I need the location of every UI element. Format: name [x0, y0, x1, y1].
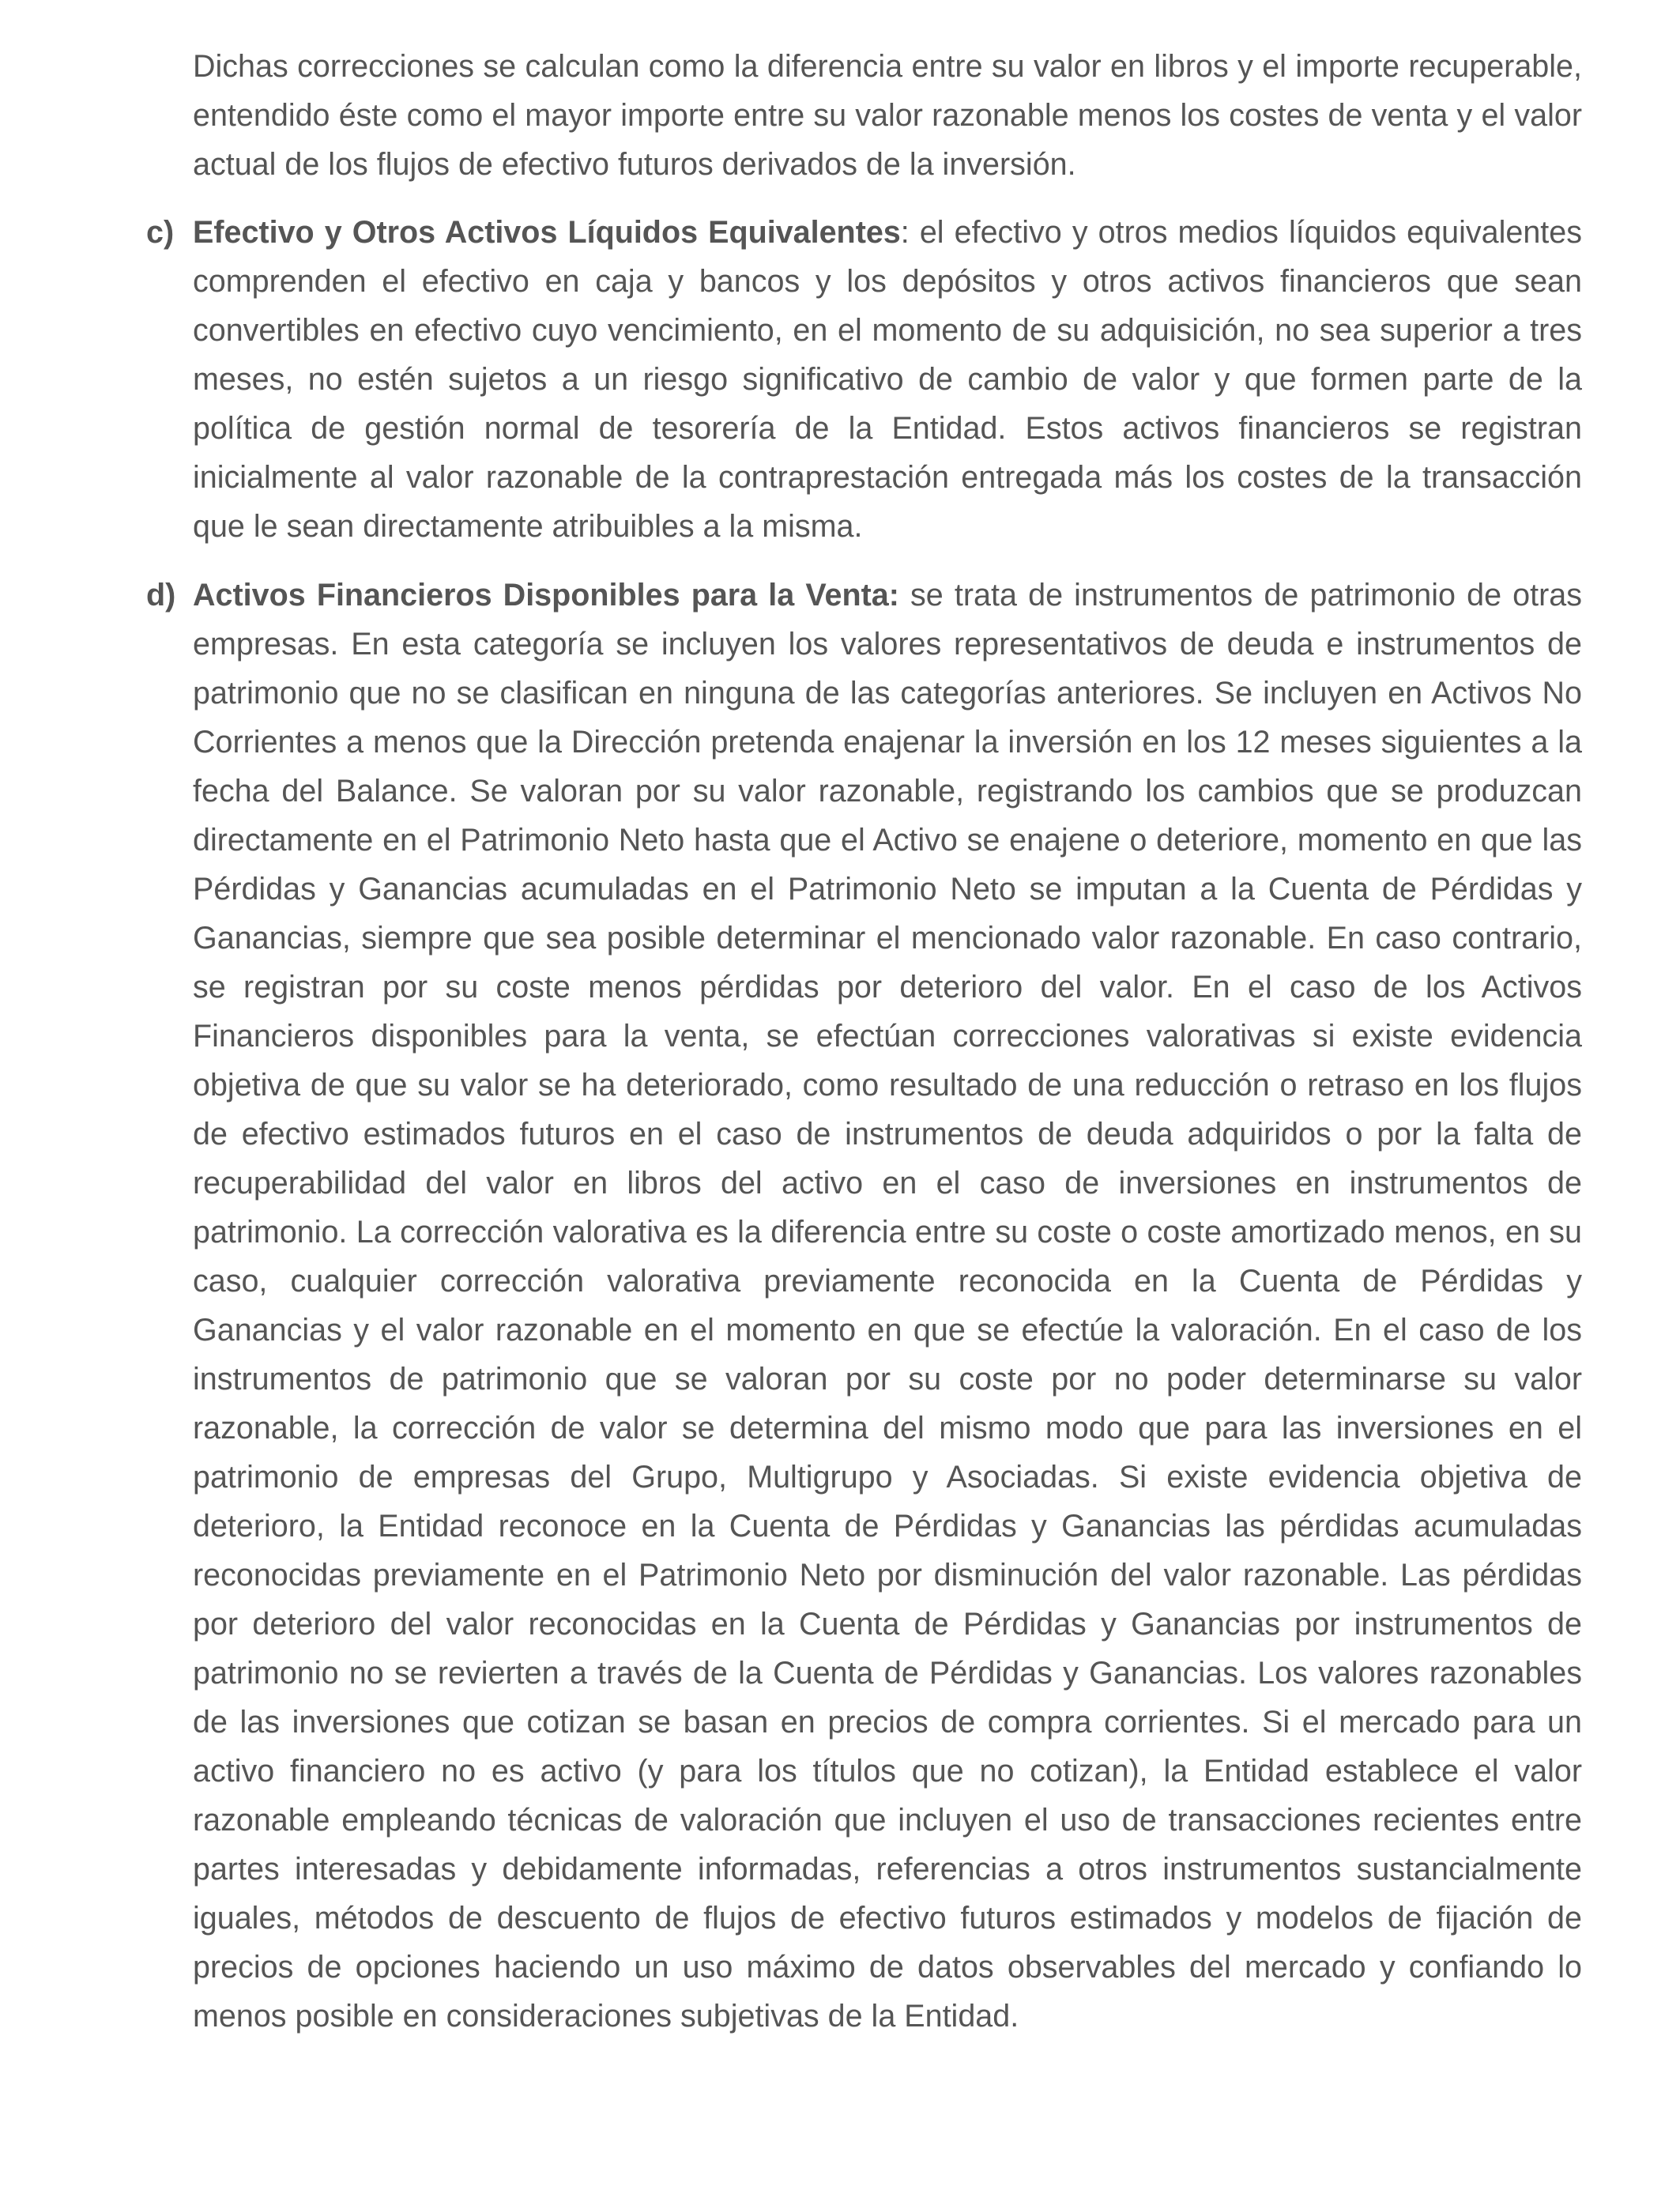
- list-item-c-heading: Efectivo y Otros Activos Líquidos Equivalentes: [193, 215, 901, 250]
- list-item-d-paragraph: [193, 571, 1582, 2041]
- list-item-letter-c: c): [146, 215, 175, 250]
- list-item-d-heading: Activos Financieros Disponibles para la Venta:: [193, 578, 899, 613]
- list-item-c-body: el efectivo y otros medios líquidos equivalentes comprenden el efectivo en caja y bancos y los depósitos y otros activos financieros que sean convertibles en efectivo cuyo vencimiento, en el momento de su adquisición, no sea superior a tres meses, no estén sujetos a un riesgo significativo de cambio de valor y que formen parte de la política de gestión normal de tesorería de la Entidad. Estos activos financieros se registran inicialmente al valor razonable de la contraprestación entregada más los costes de la transacción que le sean directamente atribuibles a la misma.: [193, 215, 1582, 544]
- list-item-d-body: se trata de instrumentos de patrimonio de otras empresas. En esta categoría se incluyen los valores representativos de deuda e instrumentos de patrimonio que no se clasifican en ninguna de las categorías anteriores. Se incluyen en Activos No Corrientes a menos que la Dirección pretenda enajenar la inversión en los 12 meses siguientes a la fecha del Balance. Se valoran por su valor razonable, registrando los cambios que se produzcan directamente en el Patrimonio Neto hasta que el Activo se enajene o deteriore, momento en que las Pérdidas y Ganancias acumuladas en el Patrimonio Neto se imputan a la Cuenta de Pérdidas y Ganancias, siempre que sea posible determinar el mencionado valor razonable. En caso contrario, se registran por su coste menos pérdidas por deterioro del valor. En el caso de los Activos Financieros disponibles para la venta, se efectúan correcciones valorativas si existe evidencia objetiva de que su valor se ha deteriorado, como resultado de una reducción o retraso en los flujos de efectivo estimados futuros en el caso de instrumentos de deuda adquiridos o por la falta de recuperabilidad del valor en libros del activo en el caso de inversiones en instrumentos de patrimonio. La corrección valorativa es la diferencia entre su coste o coste amortizado menos, en su caso, cualquier corrección valorativa previamente reconocida en la Cuenta de Pérdidas y Ganancias y el valor razonable en el momento en que se efectúe la valoración. En el caso de los instrumentos de patrimonio que se valoran por su coste por no poder determinarse su valor razonable, la corrección de valor se determina del mismo modo que para las inversiones en el patrimonio de empresas del Grupo, Multigrupo y Asociadas. Si existe evidencia objetiva de deterioro, la Entidad reconoce en la Cuenta de Pérdidas y Ganancias las pérdidas acumuladas reconocidas previamente en el Patrimonio Neto por disminución del valor razonable. Las pérdidas por deterioro del valor reconocidas en la Cuenta de Pérdidas y Ganancias por instrumentos de patrimonio no se revierten a través de la Cuenta de Pérdidas y Ganancias. Los valores razonables de las inversiones que cotizan se basan en precios de compra corrientes. Si el mercado para un activo financiero no es activo (y para los títulos que no cotizan), la Entidad establece el valor razonable empleando técnicas de valoración que incluyen el uso de transacciones recientes entre partes interesadas y debidamente informadas, referencias a otros instrumentos sustancialmente iguales, métodos de descuento de flujos de efectivo futuros estimados y modelos de fijación de precios de opciones haciendo un uso máximo de datos observables del mercado y confiando lo menos posible en consideraciones subjetivas de la Entidad.: [193, 578, 1582, 2034]
- list-item-letter-d: d): [146, 578, 176, 613]
- intro-paragraph: Dichas correcciones se calculan como la diferencia entre su valor en libros y el importe recuperable, entendido éste como el mayor importe entre su valor razonable menos los costes de venta y el valor actual de los flujos de efectivo futuros derivados de la inversión.: [193, 49, 1582, 182]
- list-item-c-paragraph: [193, 208, 1582, 551]
- list-item-c-separator: :: [900, 215, 910, 250]
